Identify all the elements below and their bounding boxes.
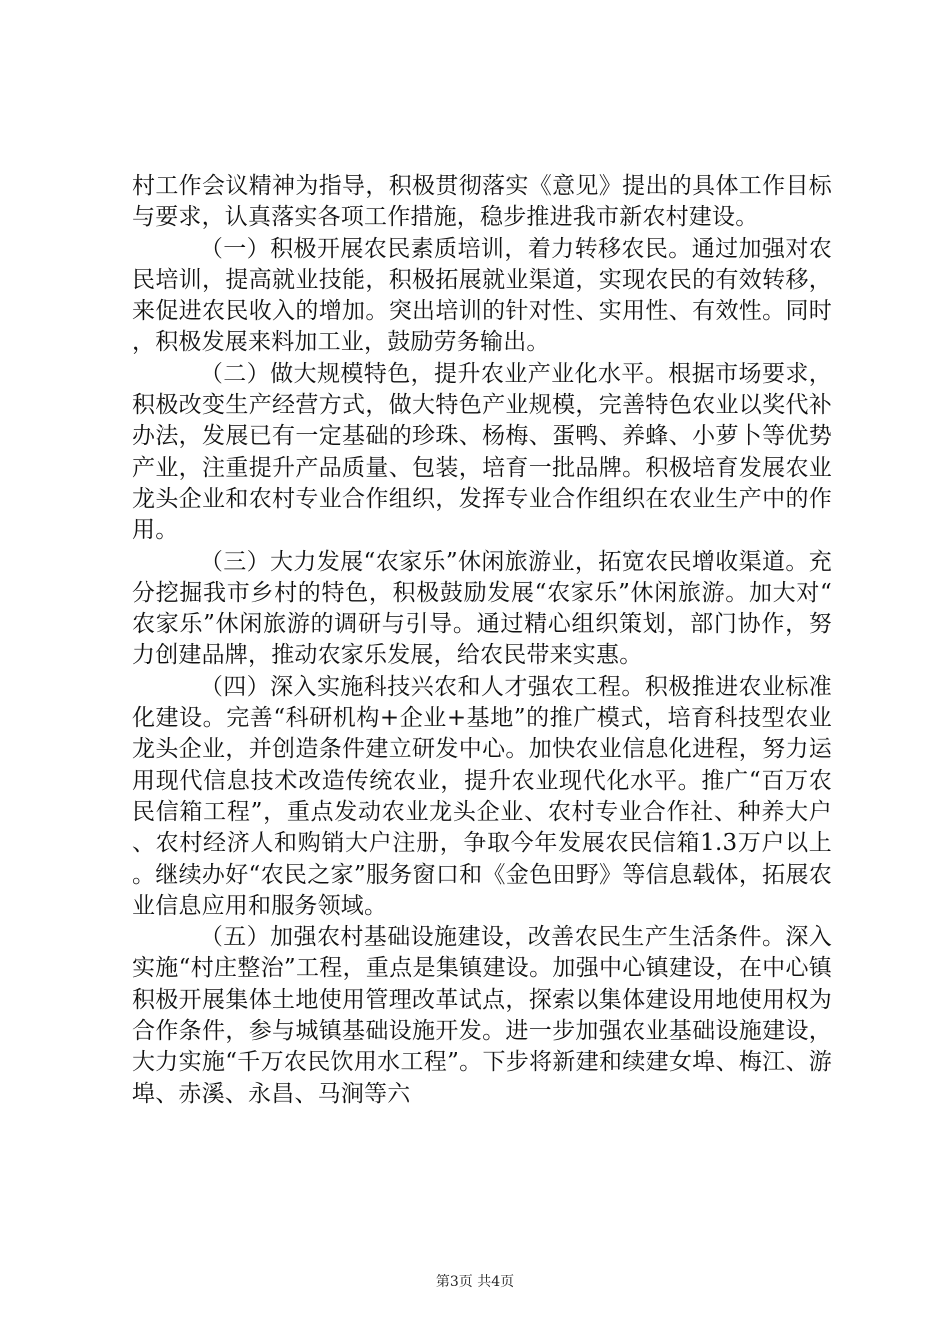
paragraph-continuation: 村工作会议精神为指导，积极贯彻落实《意见》提出的具体工作目标与要求，认真落实各项工作措施，稳步推进我市新农村建设。 <box>132 173 832 231</box>
paragraph-section-3: （三）大力发展“农家乐”休闲旅游业，拓宽农民增收渠道。充分挖掘我市乡村的特色，积极鼓励发展“农家乐”休闲旅游。加大对“农家乐”休闲旅游的调研与引导。通过精心组织策划，部门协作，努力创建品牌，推动农家乐发展，给农民带来实惠。 <box>132 548 832 669</box>
document-body <box>132 171 832 1110</box>
paragraph-section-4: （四）深入实施科技兴农和人才强农工程。积极推进农业标准化建设。完善“科研机构+企业+基地”的推广模式，培育科技型农业龙头企业，并创造条件建立研发中心。加快农业信息化进程，努力运用现代信息技术改造传统农业，提升农业现代化水平。推广“百万农民信箱工程”，重点发动农业龙头企业、农村专业合作社、种养大户、农村经济人和购销大户注册，争取今年发展农民信箱1.3万户以上。继续办好“农民之家”服务窗口和《金色田野》等信息载体，拓展农业信息应用和服务领域。 <box>132 673 832 919</box>
paragraph-section-5: （五）加强农村基础设施建设，改善农民生产生活条件。深入实施“村庄整治”工程，重点是集镇建设。加强中心镇建设，在中心镇积极开展集体土地使用管理改革试点，探索以集体建设用地使用权为合作条件，参与城镇基础设施开发。进一步加强农业基础设施建设，大力实施“千万农民饮用水工程”。下步将新建和续建女埠、梅江、游埠、赤溪、永昌、马涧等六 <box>132 924 832 1107</box>
page-number-footer: 第3页 共4页 <box>435 1274 515 1290</box>
paragraph-section-1: （一）积极开展农民素质培训，着力转移农民。通过加强对农民培训，提高就业技能，积极拓展就业渠道，实现农民的有效转移，来促进农民收入的增加。突出培训的针对性、实用性、有效性。同时，积极发展来料加工业，鼓励劳务输出。 <box>132 235 832 356</box>
paragraph-section-2: （二）做大规模特色，提升农业产业化水平。根据市场要求，积极改变生产经营方式，做大特色产业规模，完善特色农业以奖代补办法，发展已有一定基础的珍珠、杨梅、蛋鸭、养蜂、小萝卜等优势产业，注重提升产品质量、包装，培育一批品牌。积极培育发展农业龙头企业和农村专业合作组织，发挥专业合作组织在农业生产中的作用。 <box>132 360 832 544</box>
